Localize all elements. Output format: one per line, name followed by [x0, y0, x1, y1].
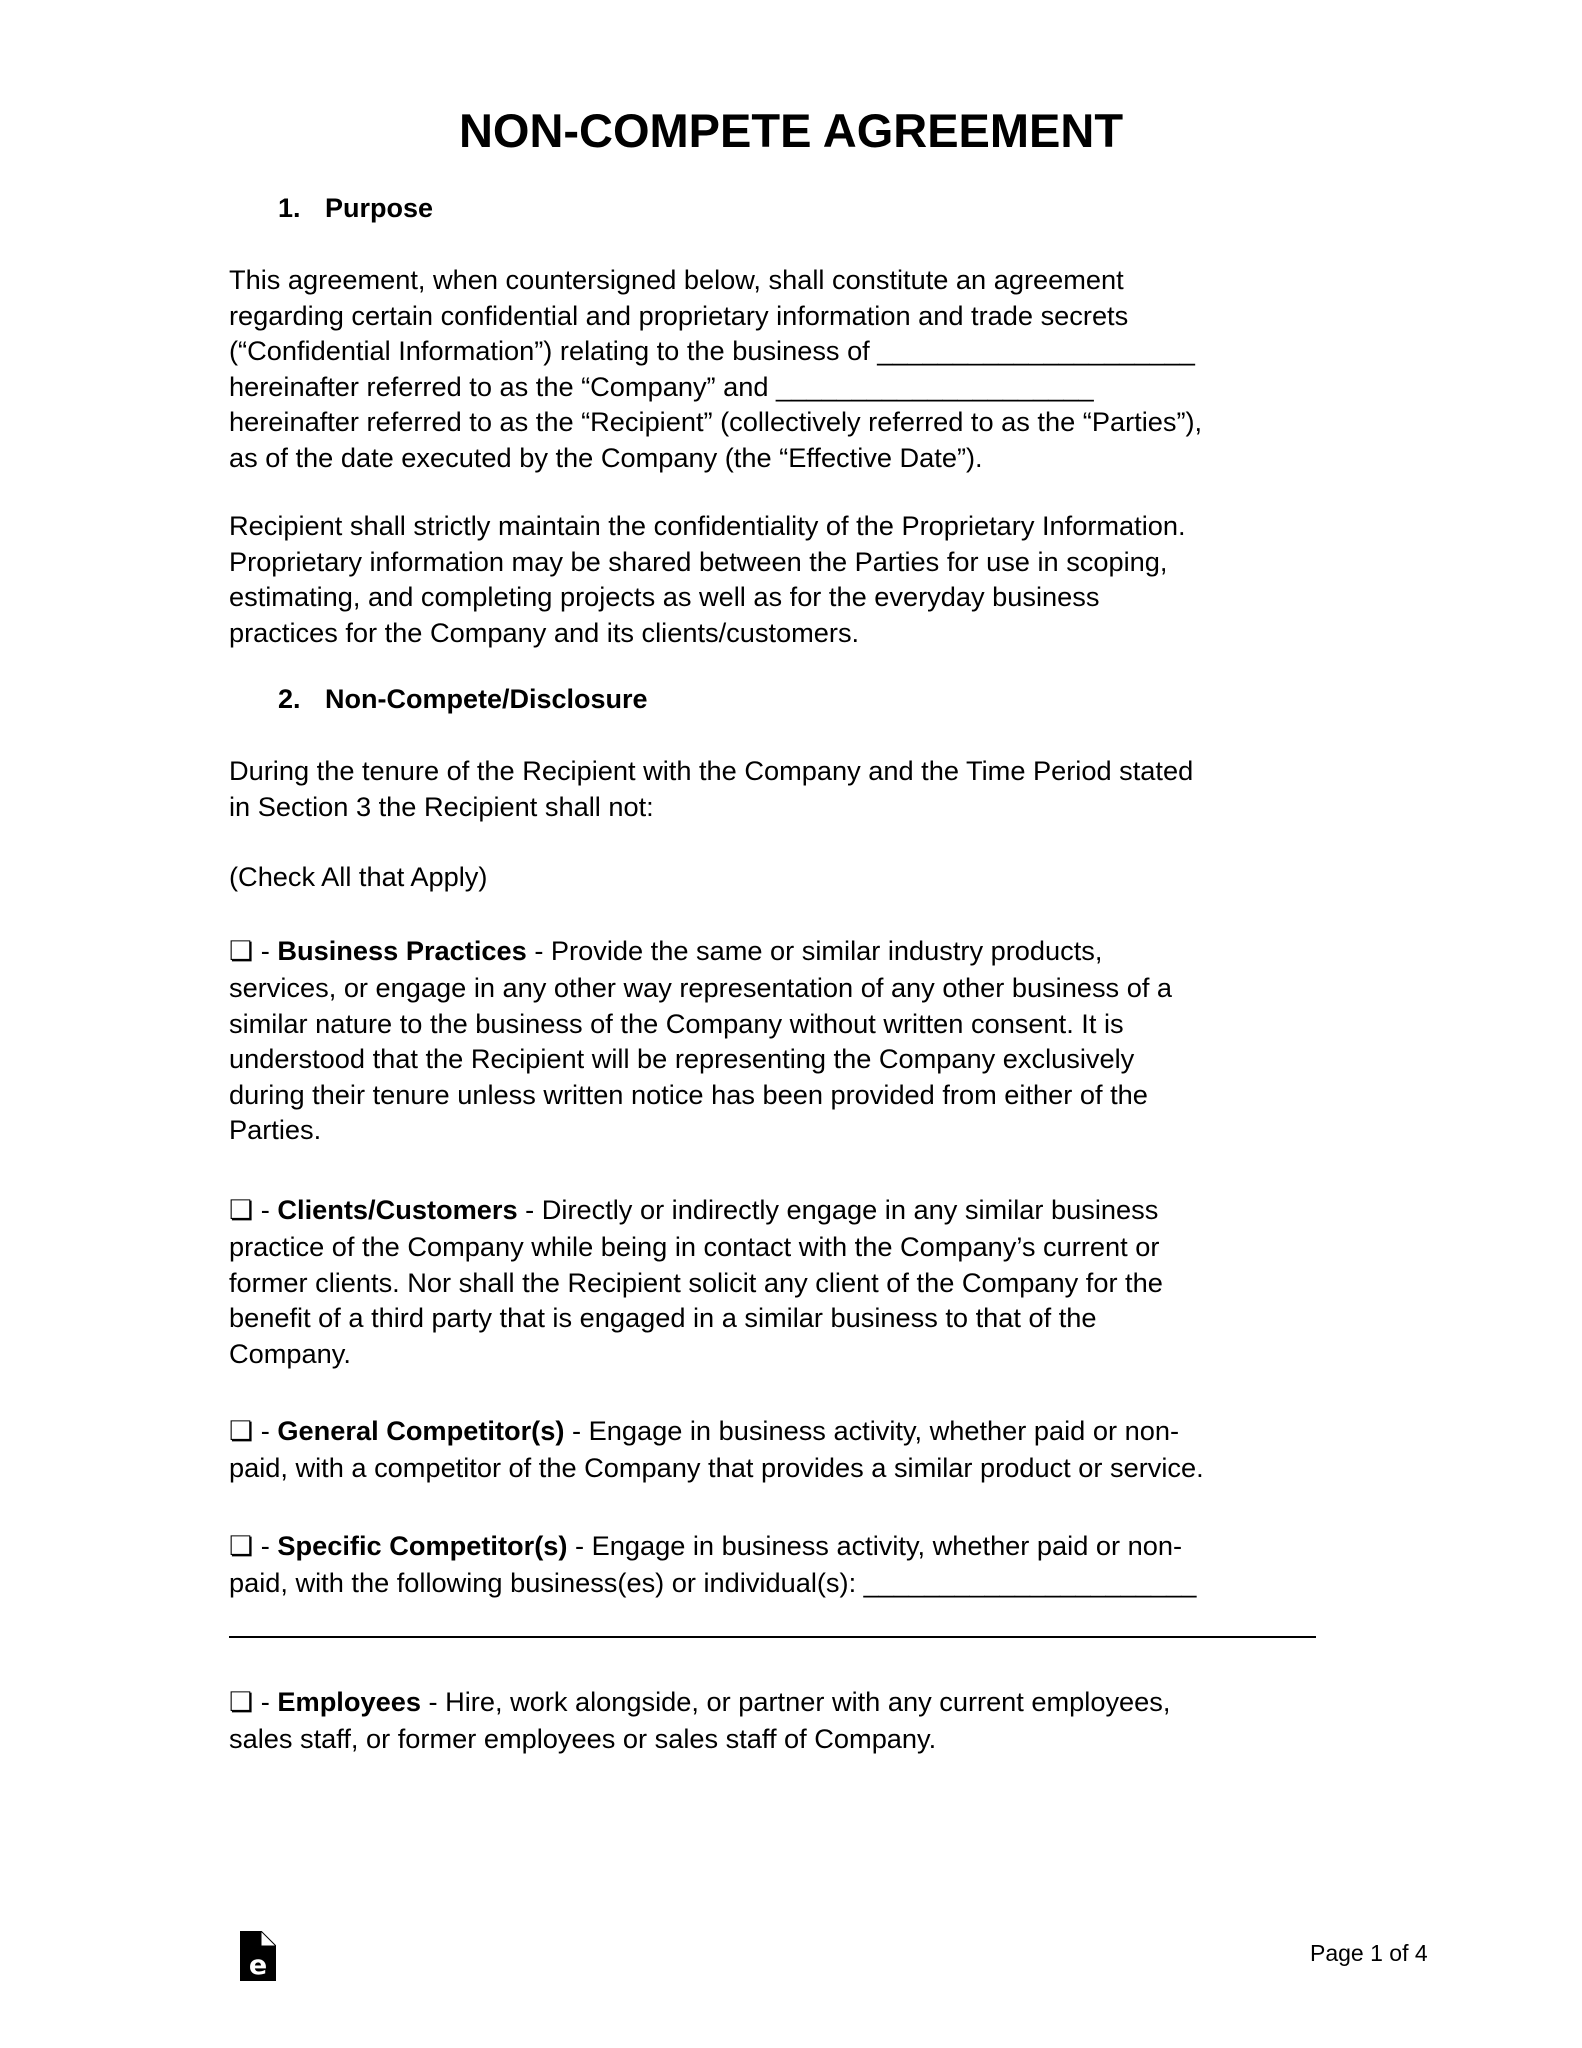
checkbox-general-competitors[interactable]: ❏ [229, 1416, 254, 1446]
text-line: sales staff, or former employees or sales staff of Company. [229, 1723, 937, 1754]
text-line: during their tenure unless written notice has been provided from either of the [229, 1078, 1148, 1110]
text-line: Company. [229, 1337, 351, 1369]
page-number: Page 1 of 4 [1310, 1940, 1428, 1966]
text-line: understood that the Recipient will be representing the Company exclusively [229, 1043, 1135, 1075]
checkbox-clients-customers[interactable]: ❏ [229, 1195, 254, 1225]
specific-competitors-extra-blank-line[interactable] [229, 1636, 1316, 1638]
text-line: Recipient shall strictly maintain the confidentiality of the Proprietary Information. [229, 510, 1186, 541]
specific-competitors-blank-line[interactable]: paid, with the following business(es) or individual(s): ______________________ [229, 1567, 1197, 1598]
recipient-name-blank-line[interactable]: hereinafter referred to as the “Company” and _____________________ [229, 370, 1094, 402]
option-label: General Competitor(s) [277, 1415, 565, 1446]
section-title: Non-Compete/Disclosure [325, 684, 648, 714]
dash: - [253, 1686, 278, 1717]
dash: - [253, 1530, 278, 1561]
text-line: paid, with a competitor of the Company that provides a similar product or service. [229, 1452, 1204, 1483]
non-compete-intro [229, 753, 1359, 824]
text-line: in Section 3 the Recipient shall not: [229, 790, 654, 822]
option-label: Business Practices [277, 935, 527, 966]
text-line: services, or engage in any other way representation of any other business of a [229, 972, 1173, 1003]
instruction-text: (Check All that Apply) [229, 861, 488, 892]
svg-text:e: e [248, 1950, 268, 1981]
section-2-heading [278, 684, 648, 715]
option-employees [229, 1683, 1359, 1757]
text-line: practices for the Company and its clients/customers. [229, 616, 860, 648]
purpose-paragraph-1 [229, 262, 1359, 476]
option-general-competitors [229, 1412, 1359, 1486]
section-title: Purpose [325, 193, 434, 223]
option-text: - Directly or indirectly engage in any similar business [517, 1194, 1159, 1225]
option-text: - Hire, work alongside, or partner with any current employees, [420, 1686, 1171, 1717]
option-label: Specific Competitor(s) [277, 1530, 568, 1561]
check-all-instruction [229, 859, 1359, 895]
option-text: - Engage in business activity, whether paid or non- [564, 1415, 1179, 1446]
checkbox-business-practices[interactable]: ❏ [229, 936, 254, 966]
section-1-heading [278, 193, 433, 224]
dash: - [253, 935, 278, 966]
text-line: hereinafter referred to as the “Recipient” (collectively referred to as the “Parties”), [229, 406, 1203, 438]
text-line: Proprietary information may be shared between the Parties for use in scoping, [229, 545, 1168, 577]
section-number: 1. [278, 193, 301, 223]
dash: - [253, 1194, 278, 1225]
text-line: regarding certain confidential and proprietary information and trade secrets [229, 299, 1129, 331]
text-line: similar nature to the business of the Company without written consent. It is [229, 1007, 1124, 1039]
option-text: - Provide the same or similar industry products, [526, 935, 1103, 966]
text-line: During the tenure of the Recipient with the Company and the Time Period stated [229, 755, 1194, 786]
company-name-blank-line[interactable]: (“Confidential Information”) relating to the business of _____________________ [229, 335, 1195, 367]
checkbox-employees[interactable]: ❏ [229, 1687, 254, 1717]
text-line: practice of the Company while being in contact with the Company’s current or [229, 1231, 1160, 1262]
text-line: Parties. [229, 1114, 322, 1146]
text-line: This agreement, when countersigned below, shall constitute an agreement [229, 264, 1124, 295]
document-title: NON-COMPETE AGREEMENT [458, 104, 1124, 157]
option-text: - Engage in business activity, whether paid or non- [567, 1530, 1183, 1561]
text-line: estimating, and completing projects as well as for the everyday business [229, 581, 1100, 613]
option-business-practices [229, 932, 1359, 1148]
option-clients-customers [229, 1191, 1359, 1371]
text-line: former clients. Nor shall the Recipient solicit any client of the Company for the [229, 1266, 1163, 1298]
option-label: Employees [277, 1686, 421, 1717]
option-label: Clients/Customers [277, 1194, 518, 1225]
dash: - [253, 1415, 278, 1446]
option-specific-competitors [229, 1527, 1359, 1601]
purpose-paragraph-2 [229, 508, 1359, 650]
text-line: as of the date executed by the Company (the “Effective Date”). [229, 441, 983, 473]
text-line: benefit of a third party that is engaged in a similar business to that of the [229, 1302, 1097, 1334]
eforms-document-e-icon [240, 1931, 276, 1981]
checkbox-specific-competitors[interactable]: ❏ [229, 1531, 254, 1561]
section-number: 2. [278, 684, 301, 714]
